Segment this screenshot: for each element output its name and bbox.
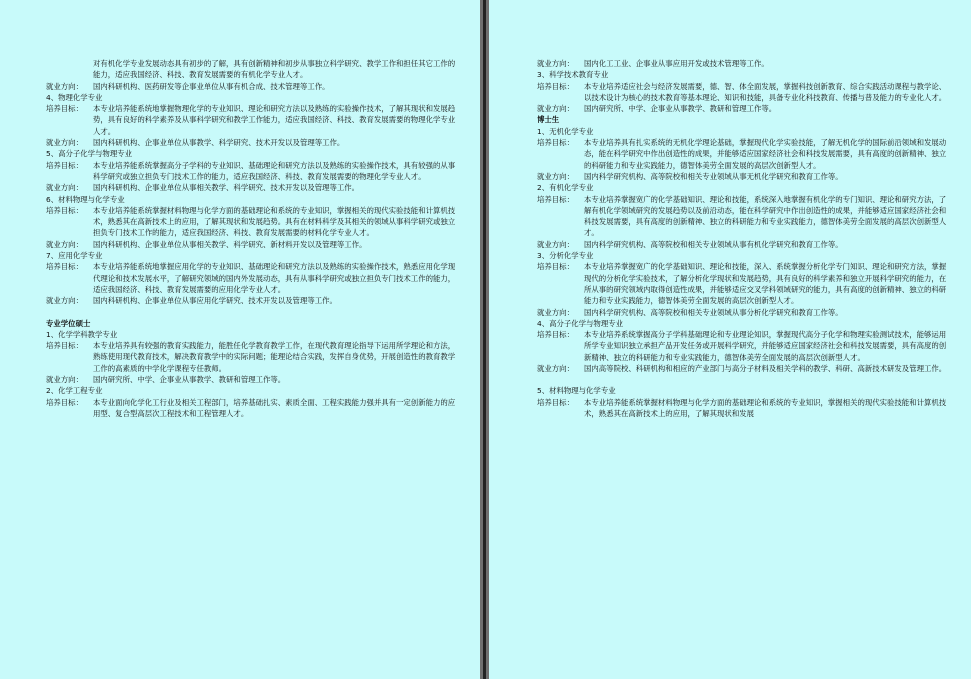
labeled-paragraph: [46, 295, 460, 306]
paragraph-label: 就业方向：: [46, 138, 83, 148]
labeled-paragraph: [537, 363, 951, 374]
labeled-paragraph: [537, 81, 951, 104]
paragraph-label: 就业方向：: [537, 364, 574, 374]
paragraph-text: 本专业培养具有较强的教育实践能力，能胜任化学教育教学工作，在现代教育理论指导下运用所学理论和方法，熟练使用现代教育技术，解决教育教学中的实际问题；能理论结合实践，发挥自身优势，开展创造性的教育教学工作的高素质的中学化学课程专任教师。: [93, 341, 456, 373]
paragraph-label: 培养目标：: [537, 194, 574, 204]
section-heading: 5、高分子化学与物理专业: [46, 149, 133, 159]
paragraph-text: 本专业培养能系统掌握材料物理与化学方面的基础理论和系统的专业知识，掌握相关的现代实验技能和计算机技术，熟悉其在高新技术上的应用，了解其现状和发展趋势。具有在材料科学及其相关的领域从事科学研究或独立担负专门技术工作的能力，适应我国经济、科技、教育发展需要的材料化学专业人才。: [93, 205, 456, 238]
paragraph-label: 培养目标：: [537, 330, 574, 340]
paragraph-label: 就业方向：: [46, 81, 83, 91]
labeled-paragraph: [46, 182, 460, 193]
paragraph-text: 国内高等院校、科研机构和相应的产业部门与高分子材料及相关学科的教学、科研、高新技术研发及管理工作。: [584, 364, 947, 374]
paragraph-text: 本专业培养适应社会与经济发展需要，德、智、体全面发展，掌握科技创新教育、综合实践活动课程与教学论、以技术设计为核心的技术教育等基本理论、知识和技能，具备专业化科技教育、传播与普及能力的专业化人才。: [584, 81, 947, 102]
paragraph-label: 就业方向：: [537, 104, 574, 114]
paragraph-text: 国内科研机构、企事业单位从事应用化学研究、技术开发以及管理等工作。: [93, 296, 337, 306]
right-page-content: [537, 58, 951, 419]
paragraph-label: 就业方向：: [46, 296, 83, 306]
paragraph-label: 就业方向：: [46, 375, 83, 385]
section-heading: 7、应用化学专业: [46, 251, 103, 261]
paragraph-label: 培养目标：: [46, 262, 83, 272]
paragraph-continuation: 对有机化学专业发展动态具有初步的了解，具有创新精神和初步从事独立科学研究、教学工作和担任其它工作的能力，适应我国经济、科技、教育发展需要的有机化学专业人才。: [93, 59, 456, 80]
section-heading: 2、化学工程专业: [46, 386, 103, 396]
section-heading: 3、科学技术教育专业: [537, 70, 609, 80]
labeled-paragraph: [46, 205, 460, 239]
paragraph-text: 本专业面向化学化工行业及相关工程部门，培养基础扎实、素质全面、工程实践能力强并具有一定创新能力的应用型、复合型高层次工程技术和工程管理人才。: [93, 397, 456, 418]
section-heading: 1、化学学科教学专业: [46, 329, 118, 339]
page-divider: [483, 0, 486, 679]
labeled-paragraph: [46, 81, 460, 92]
paragraph-text: 本专业培养能系统掌握材料物理与化学方面的基础理论和系统的专业知识，掌握相关的现代实验技能和计算机技术，熟悉其在高新技术上的应用，了解其现状和发展: [584, 397, 947, 418]
paragraph-text: 本专业培养系统掌握高分子学科基础理论和专业理论知识，掌握现代高分子化学和物理实验测试技术，能够运用所学专业知识独立承担产品开发任务或开展科学研究，并能够适应国家经济社会和科技发展需要，具有高度的创新精神、独立的科研能力和专业实践能力，德智体美劳全面发展的高层次创新型人才。: [584, 330, 947, 362]
paragraph-label: 培养目标：: [46, 341, 83, 351]
right-page: [489, 0, 971, 679]
section-gap: [537, 374, 951, 385]
paragraph-label: 培养目标：: [537, 262, 574, 272]
labeled-paragraph: [537, 103, 951, 114]
paragraph-text: 国内研究所、中学、企事业从事教学、教研和管理工作等。: [584, 104, 777, 114]
labeled-paragraph: [46, 340, 460, 374]
paragraph-text: 国内化工工业、企事业从事应用开发或技术管理等工作。: [584, 59, 769, 68]
paragraph-label: 培养目标：: [46, 160, 83, 170]
degree-heading: 专业学位硕士: [46, 318, 91, 328]
paragraph-label: 就业方向：: [46, 183, 83, 193]
section-heading: 2、有机化学专业: [537, 183, 594, 193]
paragraph-text: 本专业培养能系统地掌握应用化学的专业知识、基础理论和研究方法以及熟练的实验操作技术，熟悉应用化学现代理论和技术发展水平，了解研究领域的国内外发展动态，具有从事科学研究或独立担负专门技术工作的能力，适应我国经济、科技、教育发展需要的应用化学专业人才。: [93, 262, 456, 294]
left-page-content: [46, 58, 460, 419]
section-heading: 3、分析化学专业: [537, 251, 594, 261]
paragraph-label: 培养目标：: [537, 81, 574, 91]
labeled-paragraph: [537, 58, 951, 69]
labeled-paragraph: [537, 397, 951, 420]
paragraph-text: 国内科研机构、医药研发等企事业单位从事有机合成、技术管理等工作。: [93, 81, 330, 91]
paragraph-text: 国内科学研究机构、高等院校和相关专业领域从事分析化学研究和教育工作等。: [584, 307, 843, 317]
paragraph-text: 国内科研机构、企事业单位从事相关教学、科学研究、技术开发以及管理等工作。: [93, 183, 360, 193]
labeled-paragraph: [537, 329, 951, 363]
page-gutter: [480, 0, 489, 679]
paragraph-label: 就业方向：: [537, 59, 574, 68]
paragraph-text: 国内科研机构、企事业单位从事相关教学、科学研究、新材料开发以及管理等工作。: [93, 239, 367, 249]
paragraph-text: 国内科学研究机构、高等院校和相关专业领域从事无机化学研究和教育工作等。: [584, 171, 843, 181]
section-gap: [46, 307, 460, 318]
section-heading: 4、物理化学专业: [46, 92, 103, 102]
labeled-paragraph: [46, 261, 460, 295]
labeled-paragraph: [46, 397, 460, 420]
labeled-paragraph: [46, 160, 460, 183]
labeled-paragraph: [537, 307, 951, 318]
paragraph-label: 培养目标：: [537, 138, 574, 148]
labeled-paragraph: [537, 239, 951, 250]
paragraph-label: 培养目标：: [46, 104, 83, 114]
paragraph-label: 就业方向：: [46, 239, 83, 249]
paragraph-text: 国内科研机构、企事业单位从事教学、科学研究、技术开发以及管理等工作。: [93, 138, 345, 148]
labeled-paragraph: [46, 103, 460, 137]
paragraph-label: 培养目标：: [46, 205, 83, 215]
paragraph-label: 就业方向：: [537, 239, 574, 249]
labeled-paragraph: [537, 171, 951, 182]
section-heading: 4、高分子化学与物理专业: [537, 318, 624, 328]
paragraph-text: 本专业培养掌握宽广的化学基础知识、理论和技能，深入、系统掌握分析化学专门知识、理论和研究方法，掌握现代的分析化学实验技术，了解分析化学现状和发展趋势，具有良好的科学素养和独立开展科学研究的能力，在所从事的研究领域内取得创造性成果，并能够适应交叉学科领域研究的能力，具有高度的创新精神、独立的科研能力和专业实践能力，德智体美劳全面发展的高层次创新型人才。: [584, 262, 947, 306]
labeled-paragraph: [46, 374, 460, 385]
labeled-paragraph: [46, 239, 460, 250]
section-heading: 6、材料物理与化学专业: [46, 194, 125, 204]
paragraph-label: 培养目标：: [537, 397, 574, 407]
labeled-paragraph: [537, 194, 951, 239]
paragraph-text: 本专业培养能系统地掌握物理化学的专业知识、理论和研究方法以及熟练的实验操作技术，了解其现状和发展趋势，具有良好的科学素养及从事科学研究和教学工作能力，适应我国经济、科技、教育发展需要的物理化学专业人才。: [93, 104, 456, 136]
paragraph-text: 本专业培养能系统掌握高分子学科的专业知识、基础理论和研究方法以及熟练的实验操作技术，具有较强的从事科学研究或独立担负专门技术工作的能力，适应我国经济、科技、教育发展需要的物理化学专业人才。: [93, 160, 456, 181]
section-heading: 1、无机化学专业: [537, 126, 594, 136]
paragraph-label: 培养目标：: [46, 397, 83, 407]
paragraph-text: 国内研究所、中学、企事业从事教学、教研和管理工作等。: [93, 375, 286, 385]
labeled-paragraph: [46, 137, 460, 148]
paragraph-text: 本专业培养掌握宽广的化学基础知识、理论和技能，系统深入地掌握有机化学的专门知识、理论和研究方法，了解有机化学领域研究的发展趋势以及前沿动态，能在科学研究中作出创造性的成果，并能够适应国家经济社会和科技发展需要，具有高度的创新精神、独立的科研能力和专业实践能力，德智体美劳全面发展的高层次创新型人才。: [584, 194, 947, 238]
left-page: [0, 0, 480, 679]
degree-heading: 博士生: [537, 115, 560, 125]
labeled-paragraph: [537, 261, 951, 306]
labeled-paragraph: [537, 137, 951, 171]
paragraph-text: 本专业培养具有扎实系统的无机化学理论基础，掌握现代化学实验技能，了解无机化学的国际前沿领域和发展动态，能在科学研究中作出创造性的成果，并能够适应国家经济社会和科技发展需要，具有高度的创新精神、独立的科研能力和专业实践能力，德智体美劳全面发展的高层次创新型人才。: [584, 138, 947, 170]
paragraph-label: 就业方向：: [537, 171, 574, 181]
paragraph-text: 国内科学研究机构、高等院校和相关专业领域从事有机化学研究和教育工作等。: [584, 239, 843, 249]
paragraph-label: 就业方向：: [537, 307, 574, 317]
section-heading: 5、材料物理与化学专业: [537, 386, 616, 396]
